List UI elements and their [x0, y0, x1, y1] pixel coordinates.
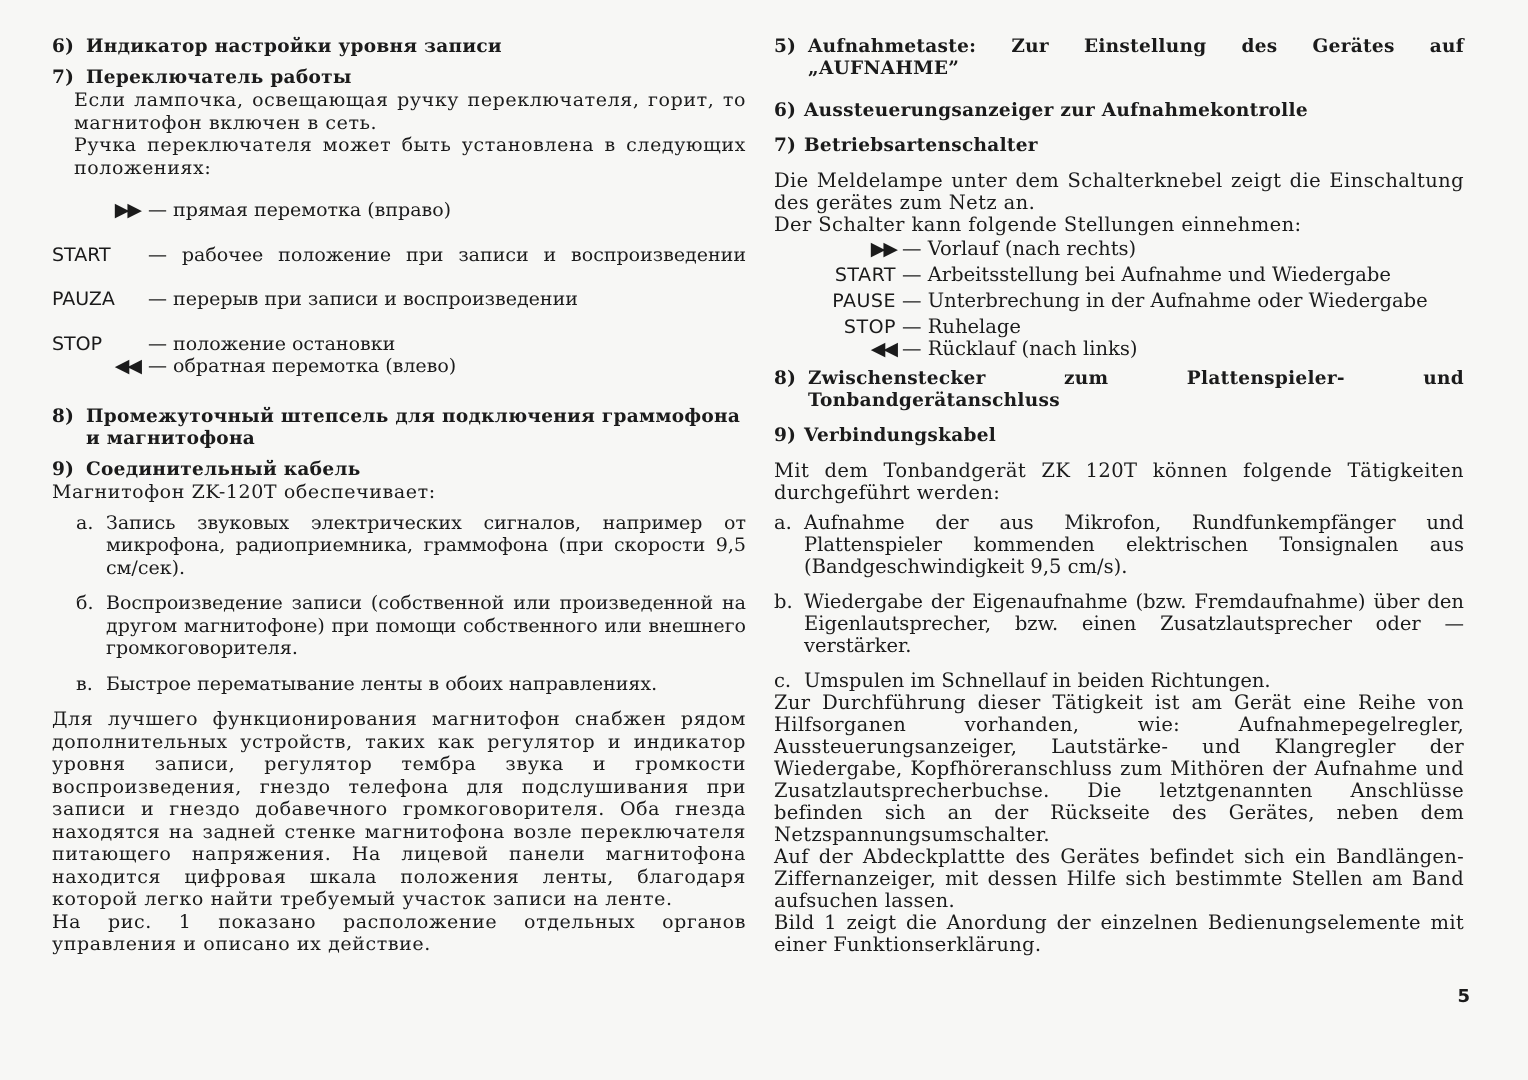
list-item [76, 673, 746, 696]
forward-symbol: ▶▶ [870, 238, 896, 260]
mode-key: STOP [52, 332, 103, 355]
paragraph: Если лампочка, освещающая ручку переключателя, горит, то магнитофон включен в сеть. [74, 89, 746, 134]
list-item [76, 592, 746, 660]
german-column [774, 36, 1464, 956]
mode-row [774, 338, 1464, 360]
mode-row [774, 316, 1464, 338]
page-number: 5 [1457, 986, 1470, 1007]
section-number: 6) [52, 36, 75, 57]
mode-row [774, 264, 1464, 286]
section-number: 5) [774, 36, 797, 57]
section-heading [774, 368, 1464, 412]
section-heading [774, 36, 1464, 80]
list-text: Быстрое перематывание ленты в обоих направлениях. [106, 672, 658, 695]
paragraph: Магнитофон ZK-120T обеспечивает: [52, 481, 436, 503]
list-text: Wiedergabe der Eigenaufnahme (bzw. Fremdaufnahme) über den Eigenlautsprecher, bzw. einen Zusatzlautsprecher oder — verstärker. [804, 590, 1464, 657]
switch-positions [774, 238, 1464, 360]
section-title: Aufnahmetaste: Zur Einstellung des Gerätes auf „AUFNAHME” [808, 36, 1464, 79]
list-item [774, 512, 1464, 578]
mode-description: — прямая перемотка (вправо) [148, 199, 452, 221]
section-number: 9) [774, 425, 797, 446]
mode-row [52, 244, 746, 267]
capabilities-list [52, 512, 746, 696]
list-marker: a. [774, 511, 792, 534]
switch-positions [52, 199, 746, 378]
section-title: Переключатель работы [86, 66, 352, 88]
paragraph: Bild 1 zeigt die Anordung der einzelnen Bedienungselemente mit einer Funktionserklärung. [774, 911, 1464, 956]
rewind-symbol: ◀◀ [870, 338, 896, 360]
section-title: Aussteuerungsanzeiger zur Aufnahmekontrolle [804, 100, 1308, 121]
mode-row [52, 355, 746, 378]
list-marker: b. [774, 590, 793, 613]
section-heading [52, 406, 746, 451]
section-heading [52, 67, 746, 90]
mode-key: START [52, 243, 111, 266]
mode-row [774, 290, 1464, 312]
mode-key: STOP [843, 316, 896, 338]
paragraph: Zur Durchführung dieser Tätigkeit ist am Gerät eine Reihe von Hilfsorganen vorhanden, wie: Aufnahmepegelregler, Aussteuerungsanzeiger, Lautstärke- und Klangregler der Wiedergabe, Kopfhöreranschluss zum Mithören der Aufnahme und Zusatzlautsprecherbuchse. Die letztgenannten Anschlüsse befinden sich an der Rückseite des Gerätes, neben dem Netzspannungsumschalter. [774, 691, 1464, 846]
section-number: 7) [774, 135, 797, 156]
mode-row [52, 199, 746, 222]
section-heading [774, 135, 1464, 157]
section-title: Промежуточный штепсель для подключения граммофона и магнитофона [86, 405, 741, 449]
section-number: 7) [52, 66, 75, 88]
mode-description: — Rücklauf (nach links) [902, 337, 1138, 360]
section-heading [774, 100, 1464, 122]
mode-key: PAUZA [52, 288, 115, 310]
list-item [774, 670, 1464, 692]
paragraph: Der Schalter kann folgende Stellungen einnehmen: [774, 213, 1302, 236]
russian-column [52, 36, 746, 956]
mode-description: — Arbeitsstellung bei Aufnahme und Wiedergabe [902, 263, 1391, 286]
list-marker: c. [774, 669, 792, 692]
section-title: Индикатор настройки уровня записи [86, 36, 502, 57]
section-title: Betriebsartenschalter [804, 135, 1038, 156]
section-number: 8) [52, 405, 75, 427]
forward-symbol: ▶▶ [114, 199, 140, 221]
mode-description: — рабочее положение при записи и воспроизведении [148, 243, 746, 266]
list-marker: а. [76, 511, 94, 534]
section-title: Соединительный кабель [86, 458, 361, 480]
paragraph: На рис. 1 показано расположение отдельных органов управления и описано их действие. [52, 910, 746, 955]
paragraph: Для лучшего функционирования магнитофон снабжен рядом дополнительных устройств, таких как регулятор и индикатор уровня записи, регулятор тембра звука и громкости воспроизведения, гнездо телефона для подслушивания при записи и гнездо добавечного громкоговорителя. Оба гнезда находятся на задней стенке магнитофона возле переключателя питающего напряжения. На лицевой панели магнитофона находится цифровая шкала положения ленты, благодаря которой легко найти требуемый участок записи на ленте. [52, 708, 746, 910]
mode-row [52, 288, 746, 311]
mode-description: — обратная перемотка (влево) [148, 355, 457, 377]
mode-description: — Unterbrechung in der Aufnahme oder Wiedergabe [902, 289, 1428, 312]
paragraph: Die Meldelampe unter dem Schalterknebel zeigt die Einschaltung des gerätes zum Netz an. [774, 169, 1464, 214]
paragraph: Mit dem Tonbandgerät ZK 120T können folgende Tätigkeiten durchgeführt werden: [774, 459, 1464, 504]
section-title: Verbindungskabel [804, 425, 997, 446]
mode-description: — перерыв при записи и воспроизведении [148, 288, 578, 310]
mode-key: PAUSE [832, 290, 896, 312]
rewind-symbol: ◀◀ [114, 355, 140, 377]
mode-row [52, 333, 746, 356]
section-number: 6) [774, 100, 797, 121]
list-marker: в. [76, 672, 93, 695]
section-number: 8) [774, 368, 797, 389]
mode-description: — Vorlauf (nach rechts) [902, 237, 1137, 260]
list-text: Запись звуковых электрических сигналов, например от микрофона, радиоприемника, граммофона (при скорости 9,5 см/сек). [106, 511, 746, 579]
list-text: Воспроизведение записи (собственной или произведенной на другом магнитофоне) при помощи собственного или внешнего громкоговорителя. [106, 592, 746, 659]
mode-row [774, 238, 1464, 260]
paragraph: Ручка переключателя может быть установлена в следующих положениях: [74, 134, 746, 179]
section-heading [52, 36, 746, 59]
list-item [774, 591, 1464, 657]
paragraph: Auf der Abdeckplattte des Gerätes befindet sich ein Bandlängen-Ziffernanzeiger, mit dessen Hilfe sich bestimmte Stellen am Band aufsuchen lassen. [774, 845, 1464, 912]
section-heading [774, 425, 1464, 447]
capabilities-list [774, 512, 1464, 692]
section-heading [52, 459, 746, 482]
section-title: Zwischenstecker zum Plattenspieler- und Tonbandgerätanschluss [808, 368, 1464, 411]
list-marker: б. [76, 592, 94, 614]
mode-key: START [834, 264, 896, 286]
mode-description: — положение остановки [148, 332, 396, 355]
list-item [76, 512, 746, 580]
list-text: Aufnahme der aus Mikrofon, Rundfunkempfänger und Plattenspieler kommenden elektrischen Tonsignalen aus (Bandgeschwindigkeit 9,5 cm/s). [804, 511, 1464, 578]
mode-description: — Ruhelage [902, 315, 1021, 338]
list-text: Umspulen im Schnellauf in beiden Richtungen. [804, 669, 1271, 692]
section-number: 9) [52, 458, 75, 480]
